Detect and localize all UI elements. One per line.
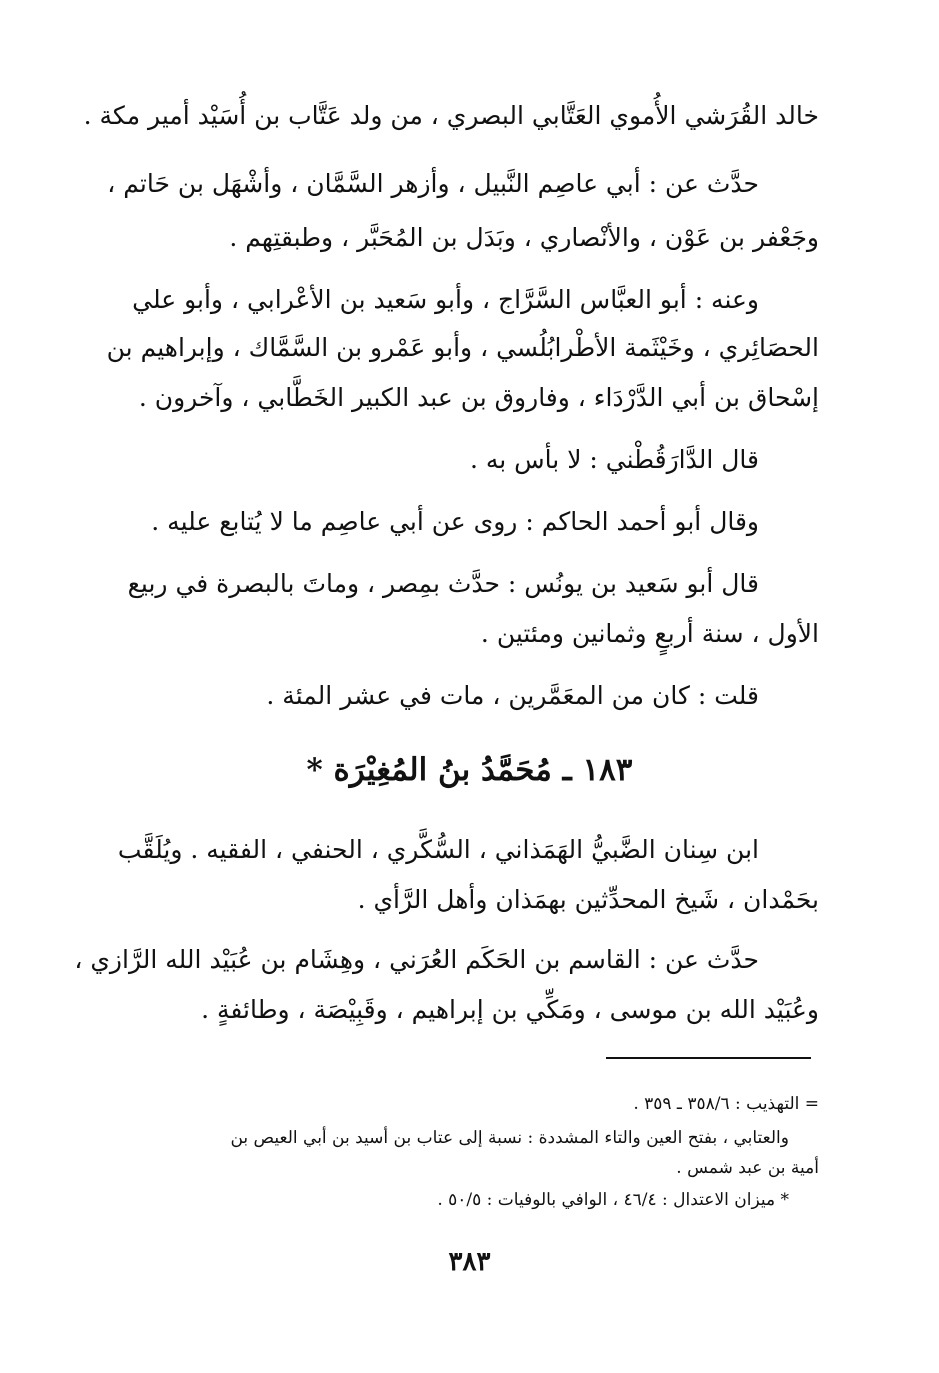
text-line-9: قال أبو سَعيد بن يونُس : حدَّث بمِصر ، وماتَ بالبصرة في ربيع: [127, 569, 759, 598]
text-line-10: الأول ، سنة أربعٍ وثمانين ومئتين .: [480, 619, 819, 648]
text-line-7: قال الدَّارَقُطْني : لا بأس به .: [469, 445, 759, 474]
text-line-6: إسْحاق بن أبي الدَّرْدَاء ، وفاروق بن عبد الكبير الخَطَّابي ، وآخرون .: [138, 383, 819, 412]
entry-line-1: ابن سِنان الضَّبيُّ الهَمَذاني ، السُّكَّري ، الحنفي ، الفقيه . ويُلَقَّب: [117, 835, 759, 864]
text-line-8: وقال أبو أحمد الحاكم : روى عن أبي عاصِم ما لا يُتابع عليه .: [151, 507, 759, 536]
text-line-4: وعنه : أبو العبَّاس السَّرَّاج ، وأبو سَعيد بن الأعْرابي ، وأبو علي: [132, 285, 759, 314]
footnote-1: = التهذيب : ٣٥٨/٦ ـ ٣٥٩ .: [633, 1094, 819, 1114]
entry-line-2: بحَمْدان ، شَيخ المحدِّثين بهمَذان وأهل الرَّأي .: [357, 885, 819, 914]
entry-heading: ١٨٣ ـ مُحَمَّدُ بنُ المُغِيْرَة *: [306, 752, 633, 788]
text-line-5: الحصَائِري ، وخَيْثَمة الأطْرابُلُسي ، وأبو عَمْرو بن السَّمَّاك ، وإبراهيم بن: [106, 333, 819, 362]
footnote-4: * ميزان الاعتدال : ٤٦/٤ ، الوافي بالوفيات : ٥٠/٥ .: [437, 1190, 789, 1210]
entry-line-3: حدَّث عن : القاسم بن الحَكَم العُرَني ، وهِشَام بن عُبَيْد الله الرَّازي ،: [74, 945, 759, 974]
footnote-separator: [606, 1057, 811, 1059]
text-line-11: قلت : كان من المعَمَّرين ، مات في عشر المئة .: [266, 681, 759, 710]
entry-line-4: وعُبَيْد الله بن موسى ، ومَكِّي بن إبراهيم ، وقَبِيْصَة ، وطائفةٍ .: [201, 995, 819, 1024]
footnote-3: أمية بن عبد شمس .: [676, 1158, 819, 1178]
text-line-3: وجَعْفر بن عَوْن ، والأنْصاري ، وبَدَل بن المُحَبَّر ، وطبقتِهم .: [229, 223, 819, 252]
text-line-1: خالد القُرَشي الأُموي العَتَّابي البصري ، من ولد عَتَّاب بن أُسَيْد أمير مكة .: [83, 101, 819, 130]
text-line-2: حدَّث عن : أبي عاصِم النَّبيل ، وأزهر السَّمَّان ، وأشْهَل بن حَاتم ،: [107, 169, 759, 198]
footnote-2: والعتابي ، بفتح العين والتاء المشددة : نسبة إلى عتاب بن أسيد بن أبي العيص بن: [230, 1128, 789, 1148]
page-number: ٣٨٣: [448, 1247, 491, 1277]
